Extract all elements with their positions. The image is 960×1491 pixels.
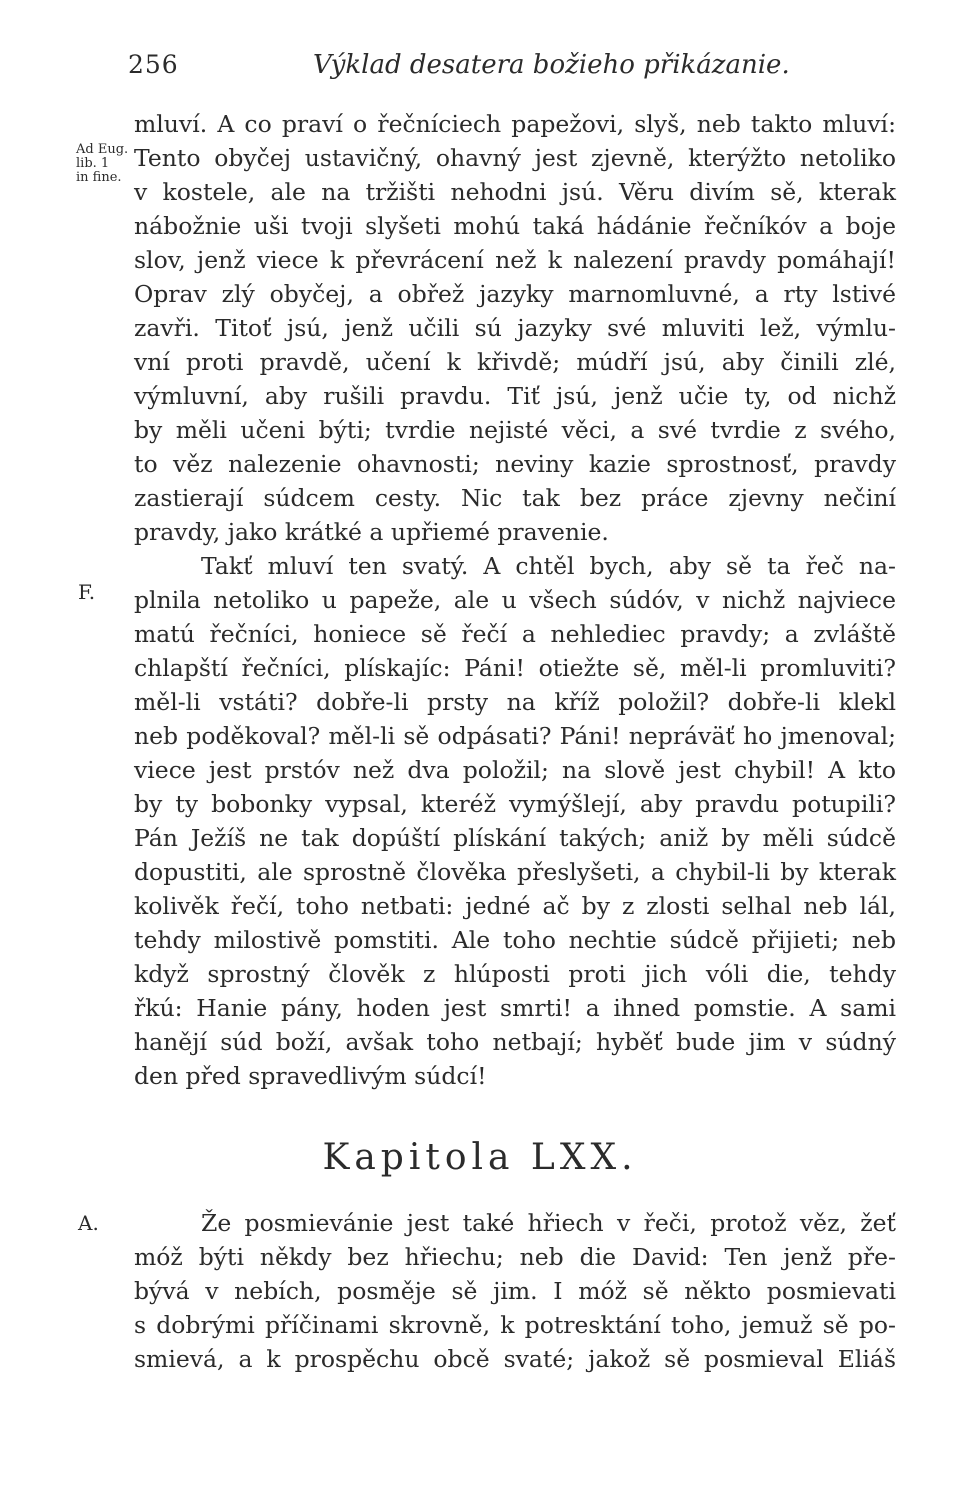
text-line: by měli učeni býti; tvrdie nejisté věci, a své tvrdie z svého, bbox=[134, 416, 896, 444]
text-line: v kostele, ale na tržišti nehodni jsú. Věru divím sě, kterak bbox=[134, 178, 896, 206]
text-line: chlapští řečníci, plískajíc: Páni! otiežte sě, měl-li promluviti? bbox=[134, 654, 896, 682]
text-line: slov, jenž viece k převrácení než k nalezení pravdy pomáhají! bbox=[134, 246, 896, 274]
text-line: nábožnie uši tvoji slyšeti mohú taká hádánie řečníkóv a boje bbox=[134, 212, 896, 240]
page-header bbox=[0, 50, 960, 90]
text-line: Pán Ježíš ne tak dopúští plískání takých; aniž by měli súdcě bbox=[134, 824, 896, 852]
text-line: neb poděkoval? měl-li sě odpásati? Páni! nepráväť ho jmenoval; bbox=[134, 722, 896, 750]
text-line: móž býti někdy bez hřiechu; neb die David: Ten jenž pře- bbox=[134, 1243, 896, 1271]
chapter-heading: Kapitola LXX. bbox=[322, 1137, 638, 1178]
margin-letter-a: A. bbox=[78, 1211, 99, 1235]
text-line: viece jest prstóv než dva položil; na slově jest chybil! A kto bbox=[134, 756, 896, 784]
text-line: matú řečníci, honiece sě řečí a nehlediec pravdy; a zvláště bbox=[134, 620, 896, 648]
text-line: zavři. Titoť jsú, jenž učili sú jazyky své mluviti lež, výmlu- bbox=[134, 314, 896, 342]
text-line: tehdy milostivě pomstiti. Ale toho nechtie súdcě přijieti; neb bbox=[134, 926, 896, 954]
text-line: Tento obyčej ustavičný, ohavný jest zjevně, kterýžto netoliko bbox=[134, 144, 896, 172]
text-line: s dobrými příčinami skrovně, k potresktání toho, jemuž sě po- bbox=[134, 1311, 896, 1339]
margin-letter-f: F. bbox=[78, 580, 96, 604]
text-line: výmluvní, aby rušili pravdu. Tiť jsú, jenž učie ty, od nichž bbox=[134, 382, 896, 410]
text-line: to věz nalezenie ohavnosti; neviny kazie sprostnosť, pravdy bbox=[134, 450, 896, 478]
text-line: hanějí súd boží, avšak toho netbají; hyběť bude jim v súdný bbox=[134, 1028, 896, 1056]
text-line: plnila netoliko u papeže, ale u všech súdóv, v nichž najviece bbox=[134, 586, 896, 614]
text-line: pravdy, jako krátké a upřiemé pravenie. bbox=[134, 518, 609, 546]
text-line: bývá v nebích, posměje sě jim. I móž sě někto posmievati bbox=[134, 1277, 896, 1305]
running-title: Výklad desatera božieho přikázanie. bbox=[313, 50, 790, 80]
text-line: měl-li vstáti? dobře-li prsty na kříž položil? dobře-li klekl bbox=[134, 688, 896, 716]
text-line: vní proti pravdě, učení k křivdě; múdří jsú, aby činili zlé, bbox=[134, 348, 896, 376]
margin-note-in-fine: in fine. bbox=[76, 170, 122, 185]
text-line: zastierají súdcem cesty. Nic tak bez práce zjevny nečiní bbox=[134, 484, 896, 512]
margin-note-ad-eug: Ad Eug. bbox=[76, 142, 129, 157]
text-line: mluví. A co praví o řečníciech papežovi, slyš, neb takto mluví: bbox=[134, 110, 896, 138]
text-line: když sprostný člověk z hlúposti proti jich vóli die, tehdy bbox=[134, 960, 896, 988]
margin-note-lib: lib. 1 bbox=[76, 156, 110, 171]
page-number: 256 bbox=[128, 50, 179, 79]
text-line: kolivěk řečí, toho netbati: jedné ač by z zlosti selhal neb lál, bbox=[134, 892, 896, 920]
text-line: by ty bobonky vypsal, kteréž vymýšlejí, aby pravdu potupili? bbox=[134, 790, 896, 818]
text-line: smievá, a k prospěchu obcě svaté; jakož sě posmieval Eliáš bbox=[134, 1345, 896, 1373]
text-line: Že posmievánie jest také hřiech v řeči, protož věz, žeť bbox=[201, 1209, 896, 1237]
text-line: Oprav zlý obyčej, a obřež jazyky marnomluvné, a rty lstivé bbox=[134, 280, 896, 308]
text-line: řkú: Hanie pány, hoden jest smrti! a ihned pomstie. A sami bbox=[134, 994, 896, 1022]
text-line: den před spravedlivým súdcí! bbox=[134, 1062, 487, 1090]
text-line: dopustiti, ale sprostně člověka přeslyšeti, a chybil-li by kterak bbox=[134, 858, 896, 886]
text-line: Takť mluví ten svatý. A chtěl bych, aby sě ta řeč na- bbox=[201, 552, 896, 580]
